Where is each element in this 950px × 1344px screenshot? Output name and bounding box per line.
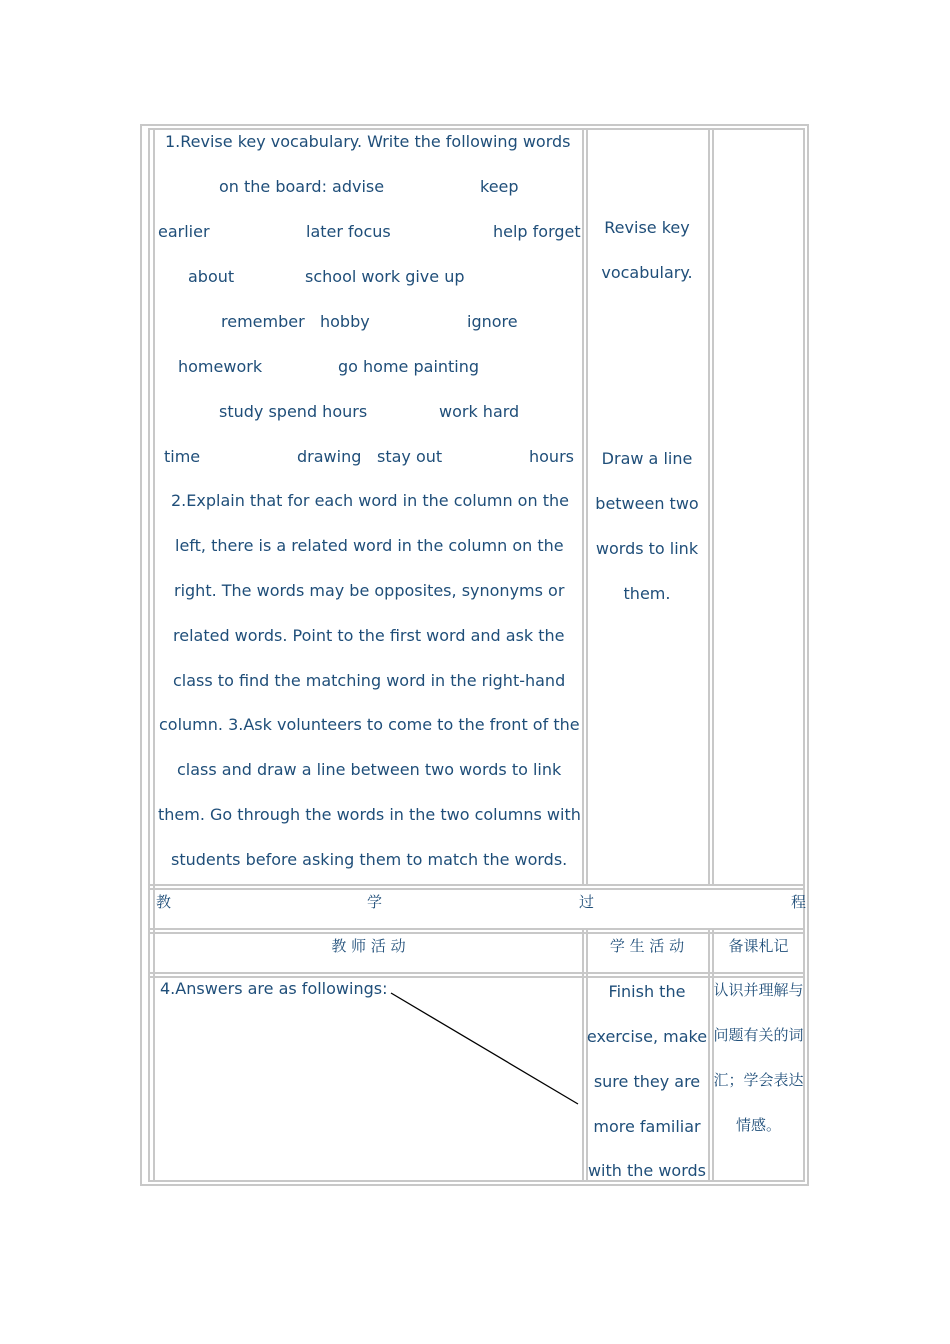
teacher-word: homework [178,357,263,376]
student-line: Revise key [604,218,690,237]
teacher-word: work hard [439,402,520,421]
teacher-line: right. The words may be opposites, synonyms or [174,581,565,600]
teacher-word: hobby [320,312,370,331]
match-line [391,993,578,1104]
grid-line [708,930,710,1182]
process-char: 过 [579,893,595,911]
student-line: Draw a line [601,449,693,468]
teacher-word: on the board: advise [219,177,385,196]
teacher-line: 1.Revise key vocabulary. Write the following words [165,132,571,151]
notes-line: 汇；学会表达 [713,1071,804,1089]
notes-line: 问题有关的词 [713,1026,804,1044]
teacher-word: later focus [306,222,391,241]
teacher-word: study spend hours [219,402,368,421]
teacher-line: class and draw a line between two words to link [177,760,562,779]
teacher-word: school work give up [305,267,465,286]
grid-line [148,888,805,890]
grid-line [582,930,584,1182]
grid-line [148,128,150,1182]
teacher-line: 2.Explain that for each word in the column on the [171,491,569,510]
grid-line [148,884,805,886]
teacher-line: related words. Point to the first word and ask the [173,626,565,645]
student-line: between two [595,494,699,513]
header-teacher-activity: 教 师 活 动 [331,937,406,955]
teacher-line: column. 3.Ask volunteers to come to the front of the [159,715,580,734]
match-line-drawing [388,990,582,1108]
teacher-line: class to find the matching word in the right-hand [173,671,566,690]
teacher-word: keep [480,177,519,196]
student-line: Finish the [608,982,686,1001]
teacher-line: students before asking them to match the words. [171,850,568,869]
grid-line [708,128,710,886]
teacher-word: help forget [493,222,581,241]
grid-line [582,128,584,886]
teacher-word: remember [221,312,305,331]
student-line: words to link [595,539,699,558]
teacher-word: drawing [297,447,362,466]
teacher-word: about [188,267,235,286]
teacher-word: hours [529,447,574,466]
grid-line [712,128,714,886]
teacher-line: left, there is a related word in the column on the [175,536,564,555]
header-notes: 备课札记 [728,937,789,955]
notes-line: 认识并理解与 [713,981,804,999]
student-line: exercise, make [586,1027,708,1046]
student-line: more familiar [593,1117,701,1136]
answers-intro: 4.Answers are as followings: [160,979,388,998]
teacher-word: time [164,447,201,466]
header-student-activity: 学 生 活 动 [609,937,685,955]
student-line: them. [623,584,671,603]
grid-line [153,128,155,1182]
teacher-word: ignore [467,312,518,331]
teacher-word: stay out [377,447,443,466]
notes-line: 情感。 [735,1116,781,1134]
teacher-line: them. Go through the words in the two columns with [158,805,581,824]
process-char: 教 [156,893,172,911]
process-char: 学 [367,893,383,911]
process-char: 程 [791,893,807,911]
student-line: vocabulary. [601,263,693,282]
student-line: sure they are [593,1072,701,1091]
student-line: with the words [587,1161,707,1180]
teacher-word: go home painting [338,357,480,376]
teacher-word: earlier [158,222,210,241]
